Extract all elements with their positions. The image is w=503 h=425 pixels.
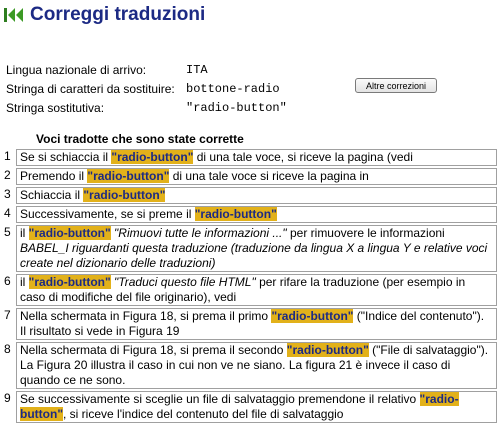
table-row [3, 274, 497, 306]
info-value: ITA [186, 63, 208, 77]
row-text [16, 391, 497, 423]
row-text-segment: , si riceve l'indice del contenuto del file di salvataggio [63, 407, 344, 421]
table-row [3, 308, 497, 340]
row-text [16, 342, 497, 389]
table-row [3, 391, 497, 423]
row-text-segment: di una tale voce si riceve la pagina in [169, 169, 369, 183]
row-number: 3 [4, 187, 11, 201]
row-text-segment: per rimuovere le informazioni [286, 226, 445, 240]
table-row [3, 342, 497, 389]
info-value: "radio-button" [186, 101, 287, 115]
info-row-replacement-string [6, 99, 496, 118]
more-corrections-button[interactable]: Altre correzioni [355, 78, 437, 93]
highlighted-term: "radio-button" [111, 150, 194, 164]
row-text-segment: Premendo il [20, 169, 88, 183]
row-text [16, 149, 497, 166]
row-number: 9 [4, 391, 11, 405]
row-text-segment: il [20, 275, 29, 289]
row-text-segment: ("Indice del contenuto"). Il risultato si vede in Figura 19 [20, 309, 485, 338]
row-number: 1 [4, 149, 11, 163]
section-title: Voci tradotte che sono state corrette [36, 132, 244, 146]
corrected-items-table [3, 147, 497, 425]
row-number: 8 [4, 342, 11, 356]
highlighted-term: "radio-button" [271, 309, 354, 323]
italic-text: "Rimuovi tutte le informazioni ..." [114, 226, 287, 240]
row-text [16, 187, 497, 204]
row-text [16, 206, 497, 223]
page-title: Correggi traduzioni [30, 4, 206, 25]
info-label: Lingua nazionale di arrivo: [6, 63, 147, 77]
row-text-segment: Se successivamente si sceglie un file di salvataggio premendone il relativo [20, 392, 420, 406]
table-row [3, 225, 497, 272]
row-text-segment: ("File di salvataggio"). La Figura 20 illustra il caso in cui non ve ne siano. La figura 21 è invece il caso di quando ce ne sono. [20, 343, 489, 387]
row-text-segment: Schiaccia il [20, 188, 84, 202]
row-text [16, 308, 497, 340]
rewind-back-icon[interactable] [4, 6, 24, 24]
row-text-segment: Nella schermata in Figura 18, si prema il primo [20, 309, 272, 323]
row-number: 2 [4, 168, 11, 182]
italic-text: "Traduci questo file HTML" [114, 275, 256, 289]
table-row [3, 168, 497, 185]
italic-text: BABEL_I riguardanti questa traduzione (traduzione da lingua X a lingua Y e relative voci create nel dizionario delle traduzioni) [20, 241, 488, 270]
row-text-segment: per rifare la traduzione (per esempio in caso di modifiche del file originario), vedi [20, 275, 466, 304]
highlighted-term: "radio-button" [83, 188, 166, 202]
highlighted-term: "radio-button" [286, 343, 369, 357]
row-number: 6 [4, 274, 11, 288]
info-row-search-string [6, 80, 496, 99]
row-text-segment: il [20, 226, 29, 240]
table-row [3, 206, 497, 223]
highlighted-term: "radio-button" [87, 169, 170, 183]
row-number: 4 [4, 206, 11, 220]
row-text [16, 274, 497, 306]
row-text-segment: Se si schiaccia il [20, 150, 112, 164]
row-number: 5 [4, 225, 11, 239]
table-row [3, 149, 497, 166]
highlighted-term: "radio-button" [20, 392, 459, 421]
info-value: bottone-radio [186, 82, 280, 96]
row-text-segment: Nella schermata di Figura 18, si prema il secondo [20, 343, 287, 357]
page-header [4, 4, 205, 26]
highlighted-term: "radio-button" [28, 275, 111, 289]
correction-info [6, 61, 496, 118]
row-text-segment: di una tale voce, si riceve la pagina (vedi [193, 150, 413, 164]
info-label: Stringa sostitutiva: [6, 101, 105, 115]
table-row [3, 187, 497, 204]
highlighted-term: "radio-button" [194, 207, 277, 221]
info-label: Stringa di caratteri da sostituire: [6, 82, 175, 96]
row-text-segment: Successivamente, se si preme il [20, 207, 195, 221]
row-number: 7 [4, 308, 11, 322]
row-text [16, 168, 497, 185]
row-text [16, 225, 497, 272]
highlighted-term: "radio-button" [28, 226, 111, 240]
